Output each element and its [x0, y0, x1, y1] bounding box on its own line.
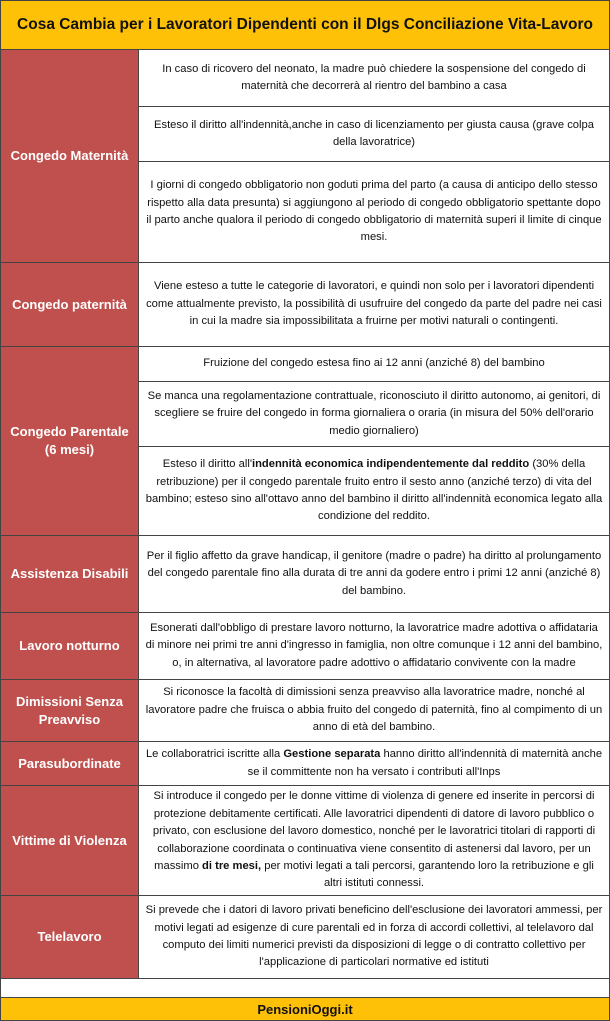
description-text: [145, 388, 603, 440]
change-description: [139, 50, 609, 107]
text-segment: Si riconosce la facoltà di dimissioni senza preavviso alla lavoratrice madre, nonché al lavoratore padre che fruisca o abbia fruito del congedo di paternità, fino al compimento di un anno di età del bambino.: [145, 686, 603, 734]
description-text: [145, 548, 603, 600]
text-segment: Se manca una regolamentazione contrattuale, riconosciuto il diritto autonomo, ai genitori, di scegliere se fruire del congedo in forma giornaliera o oraria (in misura del 50% dell'orario medio giornaliero): [147, 389, 601, 437]
text-segment: Per il figlio affetto da grave handicap, il genitore (madre o padre) ha diritto al prolungamento del congedo parentale fino alla durata di tre anni da godere entro i primi 12 anni (anziché 8) del bambino.: [146, 549, 602, 597]
category-label: Assistenza Disabili: [1, 536, 139, 613]
change-description: [139, 447, 609, 536]
description-text: [145, 620, 603, 672]
category-label: Parasubordinate: [1, 742, 139, 786]
description-text: [145, 788, 603, 892]
change-description: [139, 680, 609, 742]
category-label: Lavoro notturno: [1, 613, 139, 680]
change-description: [139, 162, 609, 263]
text-segment: per motivi legati a tali percorsi, garantendo loro la retribuzione e gli altri istituti connessi.: [261, 859, 594, 890]
description-text: [145, 902, 603, 971]
category-label: Dimissioni Senza Preavviso: [1, 680, 139, 742]
text-segment: (30% della retribuzione) per il congedo parentale fruito entro il sesto anno (anziché terzo) di vita del bambino; esteso sino all'ottavo anno del bambino il diritto all'indennità economica legato alla condizione del reddito.: [145, 458, 603, 523]
description-text: [145, 684, 603, 736]
category-label: Congedo paternità: [1, 263, 139, 347]
text-segment: I giorni di congedo obbligatorio non goduti prima del parto (a causa di anticipo dello stesso rispetto alla data presunta) si aggiungono al periodo di congedo obbligatorio spettante dopo il parto anche qualora il periodo di congedo obbligatorio di maternità superi il limite di cinque mesi.: [146, 179, 602, 244]
text-segment: In caso di ricovero del neonato, la madre può chiedere la sospensione del congedo di maternità che decorrerà al rientro del bambino a casa: [162, 62, 586, 92]
change-description: [139, 263, 609, 347]
text-segment: Viene esteso a tutte le categorie di lavoratori, e quindi non solo per i lavoratori dipendenti come attualmente previsto, la possibilità di usufruire del congedo da parte del padre nei casi in cui la madre sia impossibilitata a fruirne per motivi naturali o contingenti.: [146, 280, 602, 328]
text-segment: Esteso il diritto all': [162, 458, 252, 471]
change-description: [139, 613, 609, 680]
category-label: Vittime di Violenza: [1, 786, 139, 896]
category-label: Telelavoro: [1, 896, 139, 979]
emphasis-text: Gestione separata: [283, 748, 381, 761]
description-text: [145, 117, 603, 152]
description-text: [145, 746, 603, 781]
page-title: Cosa Cambia per i Lavoratori Dipendenti con il Dlgs Conciliazione Vita-Lavoro: [1, 1, 609, 50]
text-segment: Esteso il diritto all'indennità,anche in caso di licenziamento per giusta causa (grave colpa della lavoratrice): [154, 118, 594, 148]
text-segment: Si introduce il congedo per le donne vittime di violenza di genere ed inserite in percorsi di protezione debitamente certificati. Alle lavoratrici dipendenti di datore di lavoro pubblico o privato, con esclusione del lavoro domestico, nonché per le lavoratrici titolari di rapporti di collaborazione coordinata o continuativa viene consentito di astenersi dal lavoro, per un massimo: [152, 790, 596, 872]
changes-grid: [1, 50, 609, 979]
change-description: [139, 896, 609, 979]
text-segment: Le collaboratrici iscritte alla: [145, 748, 284, 761]
description-text: [145, 61, 603, 96]
category-label: Congedo Maternità: [1, 50, 139, 263]
footer-brand: PensioniOggi.it: [1, 997, 609, 1020]
change-description: [139, 347, 609, 382]
description-text: [145, 456, 603, 525]
text-segment: Fruizione del congedo estesa fino ai 12 anni (anziché 8) del bambino: [203, 357, 545, 370]
text-segment: Si prevede che i datori di lavoro privati beneficino dell'esclusione dei lavoratori ammessi, per motivi legati ad esigenze di cure parentali ed in forza di accordi collettivi, al telelavoro dal computo dei limiti numerici previsti da disposizioni di legge o di contratto collettivo per l'applicazione di particolari normative ed istituti: [145, 904, 603, 969]
change-description: [139, 536, 609, 613]
description-text: [145, 177, 603, 246]
change-description: [139, 742, 609, 786]
emphasis-text: di tre mesi,: [202, 859, 262, 872]
category-label: Congedo Parentale (6 mesi): [1, 347, 139, 536]
change-description: [139, 107, 609, 162]
emphasis-text: indennità economica indipendentemente dal reddito: [251, 458, 530, 471]
text-segment: Esonerati dall'obbligo di prestare lavoro notturno, la lavoratrice madre adottiva o affidataria di minore nei primi tre anni d'ingresso in famiglia, non oltre comunque i 12 anni del bambino, o, in alternativa, al lavoratore padre adottivo o affidatario convivente con la madre: [145, 621, 603, 669]
description-text: [203, 355, 544, 372]
description-text: [145, 278, 603, 330]
text-segment: hanno diritto all'indennità di maternità anche se il committente non ha versato i contributi all'Inps: [247, 748, 603, 778]
change-description: [139, 786, 609, 896]
change-description: [139, 382, 609, 447]
